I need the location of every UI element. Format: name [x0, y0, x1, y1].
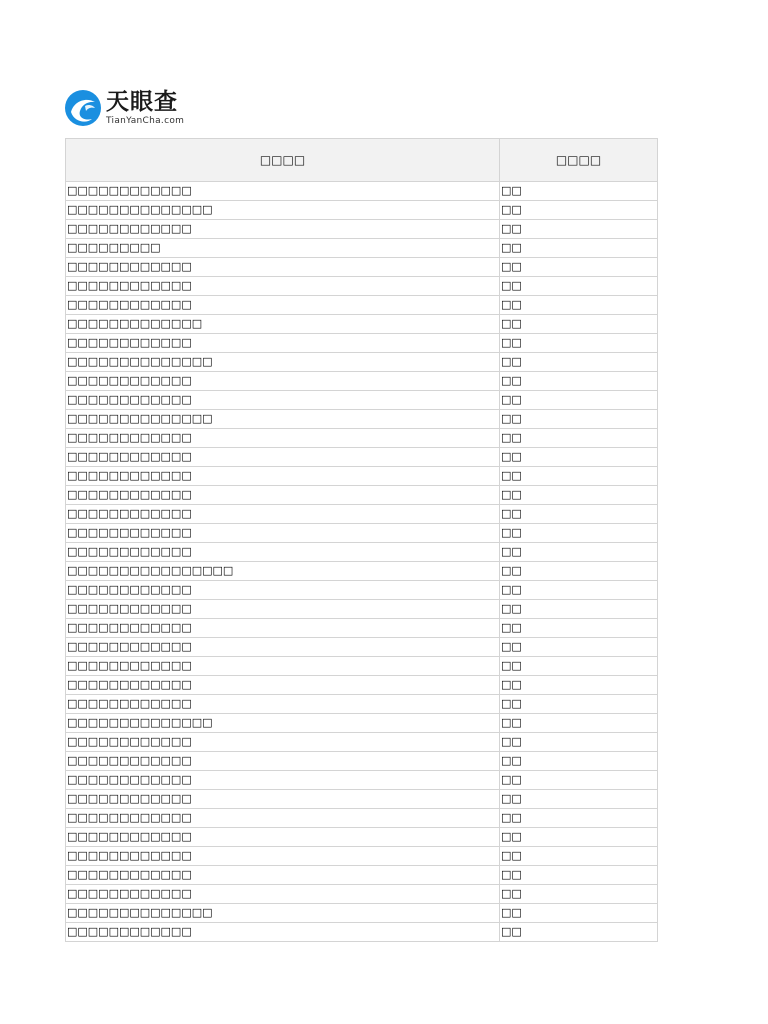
cell-status: □□ — [500, 600, 658, 619]
cell-name: □□□□□□□□□□□□ — [66, 467, 500, 486]
cell-name: □□□□□□□□□□□□ — [66, 334, 500, 353]
cell-status: □□ — [500, 334, 658, 353]
table-row — [66, 182, 658, 201]
cell-status: □□ — [500, 524, 658, 543]
cell-name: □□□□□□□□□□□□ — [66, 809, 500, 828]
cell-status: □□ — [500, 258, 658, 277]
cell-status: □□ — [500, 923, 658, 942]
table-row — [66, 695, 658, 714]
cell-name: □□□□□□□□□□□□ — [66, 220, 500, 239]
table-row — [66, 353, 658, 372]
cell-status: □□ — [500, 619, 658, 638]
cell-name: □□□□□□□□□ — [66, 239, 500, 258]
cell-name: □□□□□□□□□□□□ — [66, 733, 500, 752]
cell-status: □□ — [500, 486, 658, 505]
tianyancha-logo-icon — [64, 89, 102, 127]
table-row — [66, 600, 658, 619]
table-row — [66, 315, 658, 334]
table-row — [66, 258, 658, 277]
cell-name: □□□□□□□□□□□□□□ — [66, 353, 500, 372]
cell-status: □□ — [500, 467, 658, 486]
table-row — [66, 885, 658, 904]
cell-status: □□ — [500, 543, 658, 562]
table-row — [66, 201, 658, 220]
table-row — [66, 505, 658, 524]
cell-status: □□ — [500, 220, 658, 239]
cell-name: □□□□□□□□□□□□ — [66, 676, 500, 695]
cell-name: □□□□□□□□□□□□ — [66, 885, 500, 904]
cell-status: □□ — [500, 695, 658, 714]
cell-name: □□□□□□□□□□□□ — [66, 828, 500, 847]
table-row — [66, 581, 658, 600]
cell-name: □□□□□□□□□□□□ — [66, 258, 500, 277]
cell-name: □□□□□□□□□□□□ — [66, 505, 500, 524]
cell-status: □□ — [500, 296, 658, 315]
cell-status: □□ — [500, 847, 658, 866]
cell-status: □□ — [500, 676, 658, 695]
cell-status: □□ — [500, 429, 658, 448]
cell-name: □□□□□□□□□□□□ — [66, 391, 500, 410]
cell-name: □□□□□□□□□□□□□ — [66, 315, 500, 334]
cell-status: □□ — [500, 182, 658, 201]
cell-name: □□□□□□□□□□□□□□□□ — [66, 562, 500, 581]
table-row — [66, 866, 658, 885]
cell-name: □□□□□□□□□□□□ — [66, 524, 500, 543]
cell-name: □□□□□□□□□□□□□□ — [66, 904, 500, 923]
table-row — [66, 334, 658, 353]
table-row — [66, 752, 658, 771]
cell-name: □□□□□□□□□□□□ — [66, 372, 500, 391]
cell-name: □□□□□□□□□□□□ — [66, 790, 500, 809]
table-row — [66, 809, 658, 828]
table-row — [66, 562, 658, 581]
table-row — [66, 220, 658, 239]
cell-status: □□ — [500, 410, 658, 429]
cell-status: □□ — [500, 904, 658, 923]
logo-name-en: TianYanCha.com — [106, 116, 185, 126]
cell-status: □□ — [500, 828, 658, 847]
cell-name: □□□□□□□□□□□□ — [66, 429, 500, 448]
cell-name: □□□□□□□□□□□□ — [66, 296, 500, 315]
cell-status: □□ — [500, 505, 658, 524]
table-row — [66, 904, 658, 923]
site-logo[interactable] — [64, 88, 204, 128]
table-row — [66, 391, 658, 410]
cell-status: □□ — [500, 752, 658, 771]
cell-name: □□□□□□□□□□□□ — [66, 752, 500, 771]
records-table — [65, 138, 658, 942]
cell-status: □□ — [500, 733, 658, 752]
table-row — [66, 714, 658, 733]
cell-name: □□□□□□□□□□□□ — [66, 771, 500, 790]
cell-name: □□□□□□□□□□□□ — [66, 638, 500, 657]
table-row — [66, 923, 658, 942]
cell-name: □□□□□□□□□□□□ — [66, 619, 500, 638]
table-header-row — [66, 139, 658, 182]
cell-status: □□ — [500, 771, 658, 790]
cell-status: □□ — [500, 239, 658, 258]
cell-status: □□ — [500, 866, 658, 885]
table-row — [66, 448, 658, 467]
table-row — [66, 771, 658, 790]
cell-name: □□□□□□□□□□□□□□ — [66, 410, 500, 429]
cell-status: □□ — [500, 714, 658, 733]
cell-status: □□ — [500, 562, 658, 581]
table-row — [66, 277, 658, 296]
cell-status: □□ — [500, 885, 658, 904]
table-row — [66, 486, 658, 505]
cell-name: □□□□□□□□□□□□□□ — [66, 201, 500, 220]
cell-status: □□ — [500, 448, 658, 467]
cell-status: □□ — [500, 638, 658, 657]
table-row — [66, 296, 658, 315]
table-row — [66, 619, 658, 638]
table-row — [66, 657, 658, 676]
table-row — [66, 543, 658, 562]
cell-status: □□ — [500, 790, 658, 809]
table-row — [66, 524, 658, 543]
column-header: □□□□ — [66, 139, 500, 182]
cell-name: □□□□□□□□□□□□ — [66, 695, 500, 714]
cell-name: □□□□□□□□□□□□ — [66, 277, 500, 296]
table-row — [66, 467, 658, 486]
cell-status: □□ — [500, 201, 658, 220]
cell-name: □□□□□□□□□□□□□□ — [66, 714, 500, 733]
cell-name: □□□□□□□□□□□□ — [66, 923, 500, 942]
table-row — [66, 239, 658, 258]
table-row — [66, 790, 658, 809]
table-row — [66, 733, 658, 752]
table-row — [66, 676, 658, 695]
table-row — [66, 429, 658, 448]
cell-status: □□ — [500, 277, 658, 296]
table-row — [66, 638, 658, 657]
cell-name: □□□□□□□□□□□□ — [66, 657, 500, 676]
table-row — [66, 372, 658, 391]
logo-name-cn: 天眼查 — [106, 89, 178, 115]
cell-status: □□ — [500, 315, 658, 334]
cell-name: □□□□□□□□□□□□ — [66, 847, 500, 866]
cell-name: □□□□□□□□□□□□ — [66, 600, 500, 619]
cell-name: □□□□□□□□□□□□ — [66, 581, 500, 600]
cell-status: □□ — [500, 372, 658, 391]
cell-name: □□□□□□□□□□□□ — [66, 486, 500, 505]
cell-name: □□□□□□□□□□□□ — [66, 448, 500, 467]
cell-status: □□ — [500, 809, 658, 828]
cell-status: □□ — [500, 657, 658, 676]
table-row — [66, 828, 658, 847]
column-header: □□□□ — [500, 139, 658, 182]
cell-name: □□□□□□□□□□□□ — [66, 866, 500, 885]
cell-status: □□ — [500, 391, 658, 410]
table-row — [66, 410, 658, 429]
cell-name: □□□□□□□□□□□□ — [66, 543, 500, 562]
cell-status: □□ — [500, 581, 658, 600]
cell-status: □□ — [500, 353, 658, 372]
table-body — [66, 182, 658, 942]
cell-name: □□□□□□□□□□□□ — [66, 182, 500, 201]
table-row — [66, 847, 658, 866]
